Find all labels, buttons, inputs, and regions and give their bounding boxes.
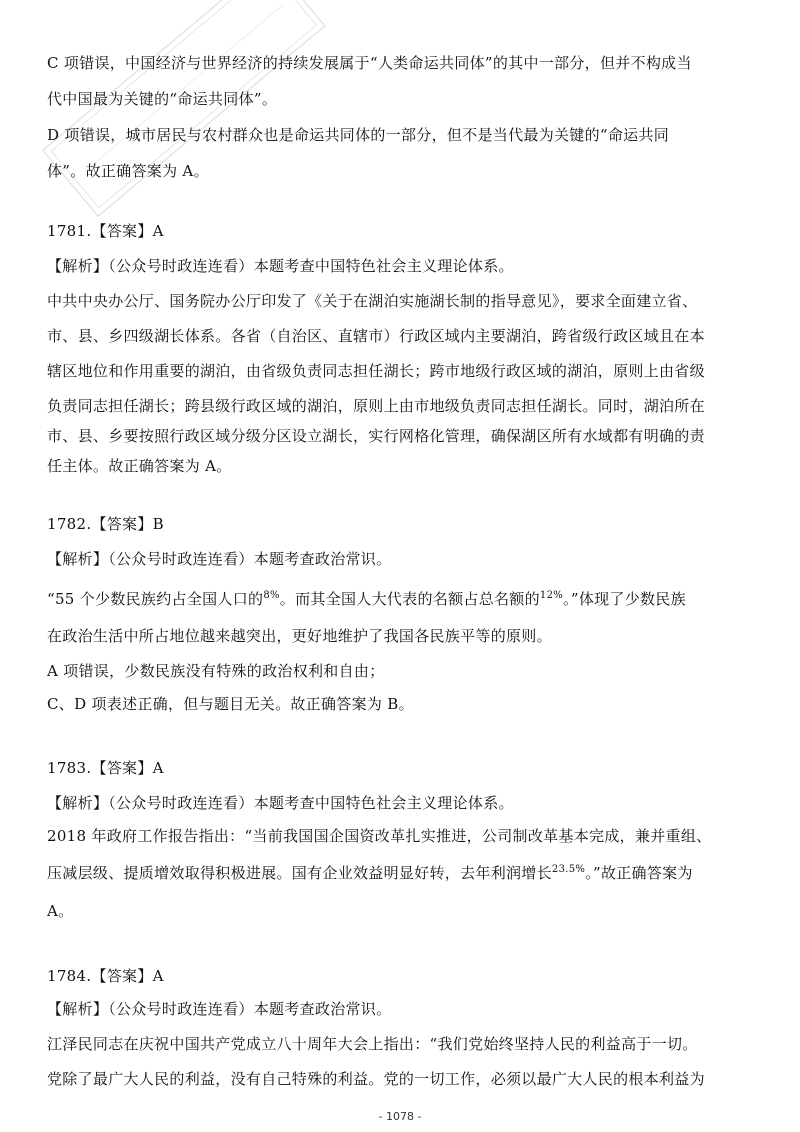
text-span: 压减层级、提质增效取得积极进展。国有企业效益明显好转，去年利润增长 <box>47 864 552 882</box>
analysis-heading: 【解析】（公众号时政连连看）本题考查中国特色社会主义理论体系。 <box>47 257 514 275</box>
paragraph-line: C 项错误，中国经济与世界经济的持续发展属于“人类命运共同体”的其中一部分，但并不构成当 <box>47 54 692 72</box>
analysis-heading: 【解析】（公众号时政连连看）本题考查中国特色社会主义理论体系。 <box>47 794 514 812</box>
paragraph-line: 市、县、乡要按照行政区域分级分区设立湖长，实行网格化管理，确保湖区所有水域都有明确的责 <box>47 427 705 445</box>
percent-value: 8% <box>263 590 280 601</box>
paragraph-line: 中共中央办公厅、国务院办公厅印发了《关于在湖泊实施湖长制的指导意见》，要求全面建立省、 <box>47 292 698 310</box>
paragraph-line: 党除了最广大人民的利益，没有自己特殊的利益。党的一切工作，必须以最广大人民的根本利益为 <box>47 1070 705 1088</box>
text-span: 。”故正确答案为 <box>585 864 693 882</box>
paragraph-line: A 项错误，少数民族没有特殊的政治权利和自由； <box>47 662 385 680</box>
text-span: 。而其全国人大代表的名额占总名额的 <box>279 590 540 608</box>
text-span: “55 个少数民族约占全国人口的 <box>47 590 264 608</box>
paragraph-line: 2018 年政府工作报告指出：“当前我国国企国资改革扎实推进，公司制改革基本完成，兼并重组、 <box>47 827 712 845</box>
question-answer-heading: 1784.【答案】A <box>47 967 164 985</box>
paragraph-line: 负责同志担任湖长；跨县级行政区域的湖泊，原则上由市地级负责同志担任湖长。同时，湖泊所在 <box>47 397 705 415</box>
paragraph-line: 体”。故正确答案为 A。 <box>47 162 209 180</box>
paragraph-line: 任主体。故正确答案为 A。 <box>47 457 232 475</box>
question-answer-heading: 1781.【答案】A <box>47 222 164 240</box>
percent-value: 12% <box>539 590 564 601</box>
paragraph-line: D 项错误，城市居民与农村群众也是命运共同体的一部分，但不是当代最为关键的“命运共同 <box>47 126 670 144</box>
analysis-heading: 【解析】（公众号时政连连看）本题考查政治常识。 <box>47 1000 392 1018</box>
page-number: - 1078 - <box>378 1110 422 1123</box>
paragraph-line: A。 <box>47 902 74 920</box>
paragraph-line <box>47 588 757 610</box>
paragraph-line: 代中国最为关键的“命运共同体”。 <box>47 90 278 108</box>
question-answer-heading: 1783.【答案】A <box>47 759 164 777</box>
paragraph-line: C、D 项表述正确，但与题目无关。故正确答案为 B。 <box>47 695 414 713</box>
paragraph-line: 在政治生活中所占地位越来越突出，更好地维护了我国各民族平等的原则。 <box>47 627 552 645</box>
paragraph-line <box>47 862 757 884</box>
text-span: 。”体现了少数民族 <box>563 590 686 608</box>
paragraph-line: 辖区地位和作用重要的湖泊，由省级负责同志担任湖长；跨市地级行政区域的湖泊，原则上由省级 <box>47 362 705 380</box>
analysis-heading: 【解析】（公众号时政连连看）本题考查政治常识。 <box>47 550 392 568</box>
paragraph-line: 市、县、乡四级湖长体系。各省（自治区、直辖市）行政区域内主要湖泊，跨省级行政区域且在本 <box>47 327 705 345</box>
question-answer-heading: 1782.【答案】B <box>47 515 164 533</box>
percent-value: 23.5% <box>551 864 586 875</box>
paragraph-line: 江泽民同志在庆祝中国共产党成立八十周年大会上指出：“我们党始终坚持人民的利益高于一切。 <box>47 1035 698 1053</box>
